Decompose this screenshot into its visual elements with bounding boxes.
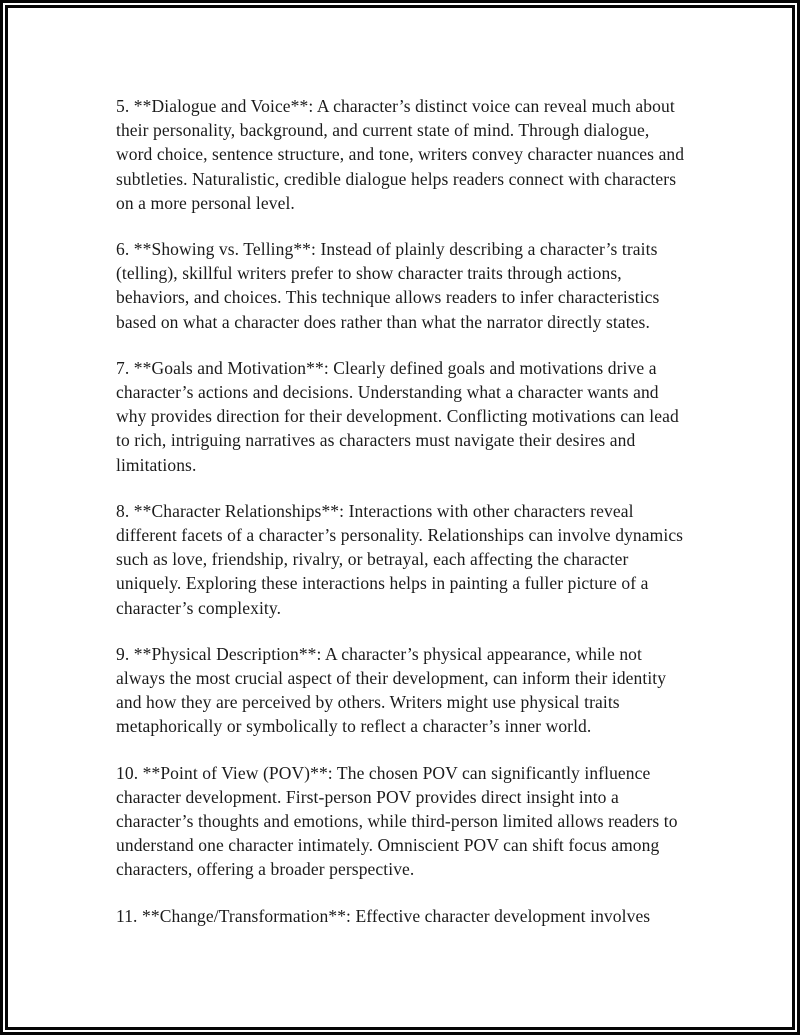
paragraph-point-of-view: 10. **Point of View (POV)**: The chosen POV can significantly influence character development. First-person POV provides direct insight into a character’s thoughts and emotions, while third-person limited allows readers to understand one character intimately. Omniscient POV can shift focus among characters, offering a broader perspective. — [116, 762, 678, 880]
page-frame-inner — [5, 5, 795, 1030]
paragraph-character-relationships: 8. **Character Relationships**: Interactions with other characters reveal different facets of a character’s personality. Relationships can involve dynamics such as love, friendship, rivalry, or betrayal, each affecting the character uniquely. Exploring these interactions helps in painting a fuller picture of a character’s complexity. — [116, 500, 684, 618]
document-body — [8, 8, 792, 928]
paragraph-change-transformation: 11. **Change/Transformation**: Effective character development involves — [116, 905, 651, 926]
paragraph-goals-and-motivation: 7. **Goals and Motivation**: Clearly defined goals and motivations drive a character’s actions and decisions. Understanding what a character wants and why provides direction for their development. Conflicting motivations can lead to rich, intriguing narratives as characters must navigate their desires and limitations. — [116, 357, 679, 475]
paragraph-physical-description: 9. **Physical Description**: A character’s physical appearance, while not always the most crucial aspect of their development, can inform their identity and how they are perceived by others. Writers might use physical traits metaphorically or symbolically to reflect a character’s inner world. — [116, 643, 667, 737]
paragraph-showing-vs-telling: 6. **Showing vs. Telling**: Instead of plainly describing a character’s traits (telling), skillful writers prefer to show character traits through actions, behaviors, and choices. This technique allows readers to infer characteristics based on what a character does rather than what the narrator directly states. — [116, 239, 660, 332]
paragraph-dialogue-and-voice: 5. **Dialogue and Voice**: A character’s distinct voice can reveal much about their personality, background, and current state of mind. Through dialogue, word choice, sentence structure, and tone, writers convey character nuances and subtleties. Naturalistic, credible dialogue helps readers connect with characters on a more personal level. — [116, 96, 685, 213]
